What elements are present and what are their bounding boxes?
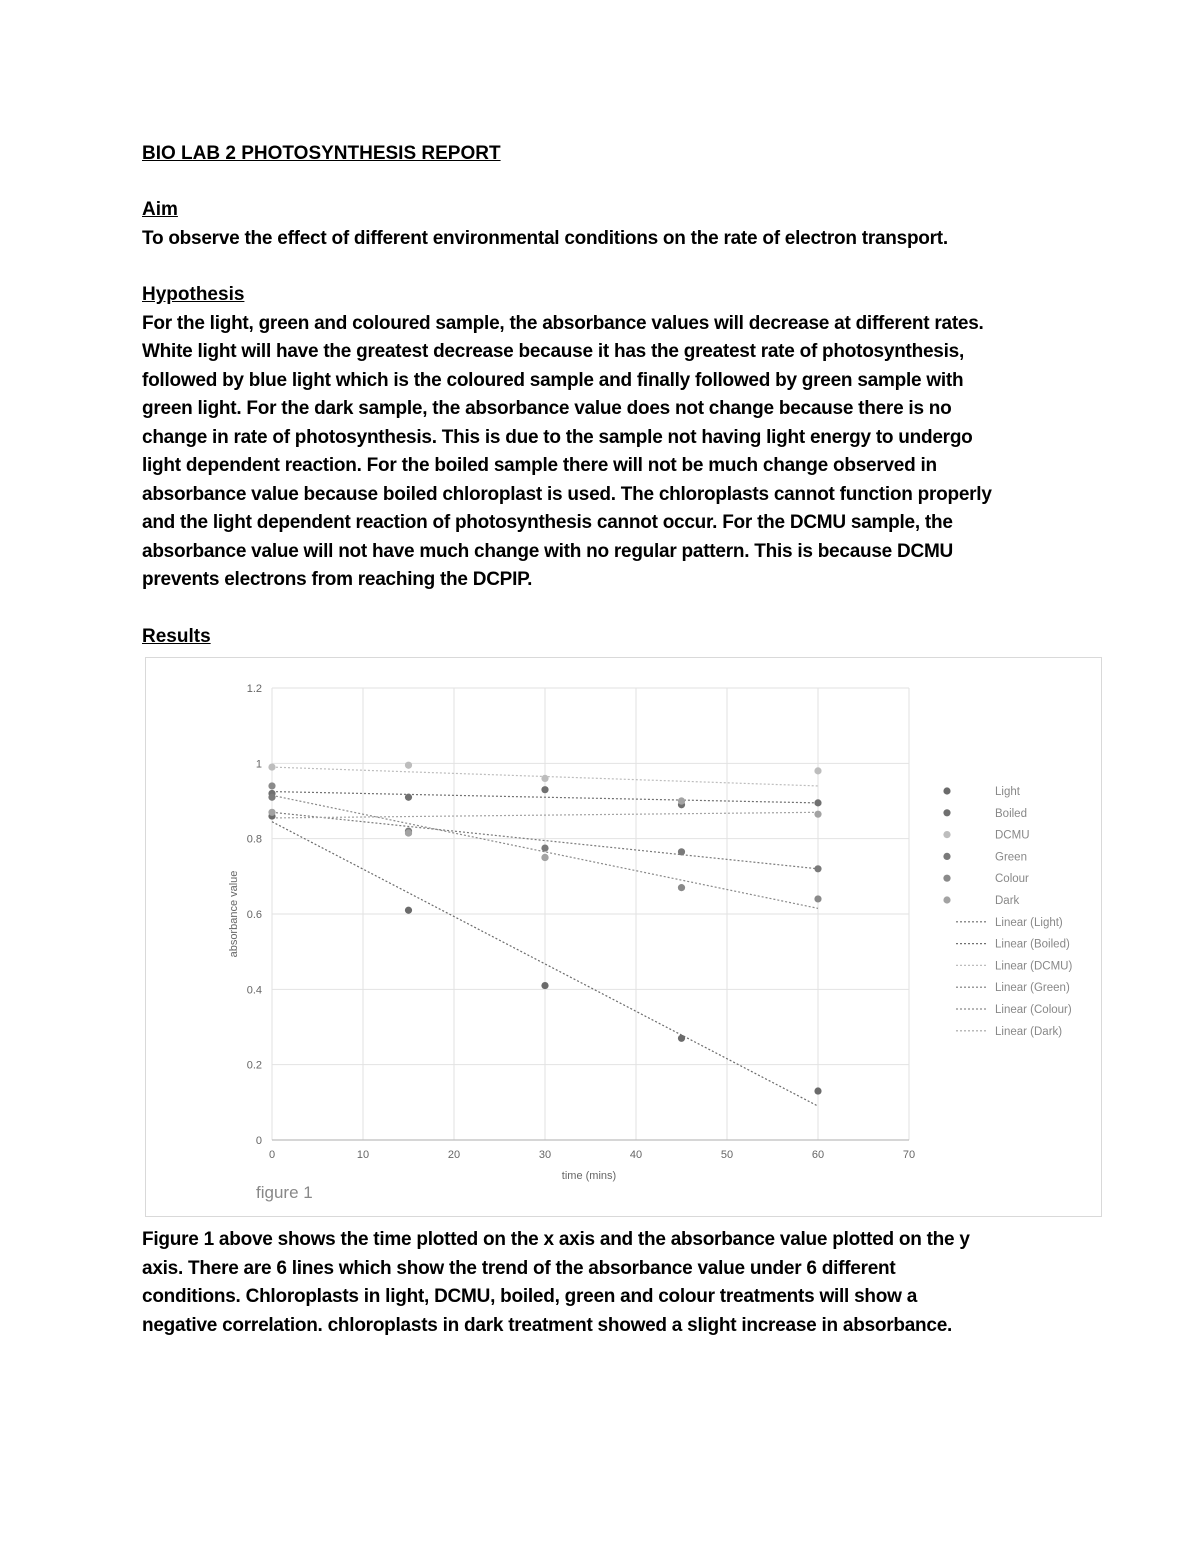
spacer xyxy=(142,253,1102,281)
legend-label: Linear (Colour) xyxy=(995,1004,1072,1016)
data-point xyxy=(268,794,275,801)
legend-label: Dark xyxy=(995,895,1020,907)
legend-label: Linear (Light) xyxy=(995,916,1063,929)
data-point xyxy=(405,907,412,914)
legend-label: Green xyxy=(995,851,1027,864)
x-tick-label: 40 xyxy=(629,1149,643,1161)
data-point xyxy=(541,844,548,851)
legend-label: Colour xyxy=(995,873,1029,886)
hypothesis-line: and the light dependent reaction of photosynthesis cannot occur. For the DCMU sample, the xyxy=(142,512,953,533)
x-tick-label: 50 xyxy=(720,1149,734,1161)
hypothesis-line: absorbance value will not have much change with no regular pattern. This is because DCMU xyxy=(142,540,954,562)
y-tick-label: 0.8 xyxy=(246,833,262,846)
y-axis-label: absorbance value xyxy=(228,870,240,958)
legend-label: Linear (DCMU) xyxy=(995,960,1073,973)
data-point xyxy=(405,762,412,769)
spacer xyxy=(142,595,1102,623)
legend-label: Linear (Boiled) xyxy=(995,938,1070,951)
legend-marker xyxy=(943,896,950,903)
legend-marker xyxy=(943,853,950,860)
x-tick-label: 70 xyxy=(902,1149,916,1161)
hypothesis-line: change in rate of photosynthesis. This is due to the sample not having light energy to undergo xyxy=(142,426,973,448)
data-point xyxy=(814,811,821,818)
hypothesis-line: light dependent reaction. For the boiled sample there will not be much change observed in xyxy=(142,455,937,476)
hypothesis-line: followed by blue light which is the coloured sample and finally followed by green sample with xyxy=(142,369,964,391)
caption-line: Figure 1 above shows the time plotted on the x axis and the absorbance value plotted on the y xyxy=(142,1229,970,1250)
hypothesis-heading: Hypothesis xyxy=(142,284,245,305)
legend-marker xyxy=(943,831,950,838)
legend-marker xyxy=(943,809,950,816)
data-point xyxy=(814,799,821,806)
y-tick-label: 0.4 xyxy=(246,984,262,997)
legend-marker xyxy=(943,875,950,882)
y-tick-label: 0 xyxy=(255,1135,262,1147)
data-point xyxy=(678,797,685,804)
legend-marker xyxy=(943,787,950,794)
spacer xyxy=(142,168,1102,196)
chart-grid xyxy=(272,688,909,1140)
data-point xyxy=(541,775,548,782)
figure-caption xyxy=(142,1226,1102,1340)
caption-line: conditions. Chloroplasts in light, DCMU, boiled, green and colour treatments will show a xyxy=(142,1286,918,1307)
data-point xyxy=(678,884,685,891)
aim-heading: Aim xyxy=(142,199,178,220)
y-tick-label: 0.2 xyxy=(246,1059,262,1072)
data-point xyxy=(814,767,821,774)
hypothesis-line: absorbance value because boiled chloroplast is used. The chloroplasts cannot function properly xyxy=(142,483,992,505)
x-tick-label: 20 xyxy=(447,1149,461,1161)
caption-line: axis. There are 6 lines which show the trend of the absorbance value under 6 different xyxy=(142,1257,896,1279)
chart-svg xyxy=(146,658,1103,1218)
legend-label: Light xyxy=(995,786,1020,798)
data-point xyxy=(268,809,275,816)
hypothesis-paragraph xyxy=(142,310,1102,595)
x-tick-label: 10 xyxy=(356,1149,370,1161)
legend-label: DCMU xyxy=(995,829,1030,842)
data-point xyxy=(814,1087,821,1094)
data-point xyxy=(541,854,548,861)
y-tick-label: 1 xyxy=(255,758,262,771)
hypothesis-line: For the light, green and coloured sample, the absorbance values will decrease at different rates. xyxy=(142,312,984,334)
data-point xyxy=(678,1035,685,1042)
data-point xyxy=(814,865,821,872)
results-heading: Results xyxy=(142,625,211,647)
report-title: BIO LAB 2 PHOTOSYNTHESIS REPORT xyxy=(142,143,501,164)
data-point xyxy=(814,895,821,902)
x-tick-label: 30 xyxy=(538,1149,552,1161)
chart-legend xyxy=(943,786,1072,1038)
data-point xyxy=(541,786,548,793)
data-point xyxy=(405,794,412,801)
caption-line: negative correlation. chloroplasts in dark treatment showed a slight increase in absorbance. xyxy=(142,1314,953,1336)
hypothesis-line: prevents electrons from reaching the DCPIP. xyxy=(142,569,533,590)
data-point xyxy=(405,829,412,836)
hypothesis-line: green light. For the dark sample, the absorbance value does not change because there is no xyxy=(142,398,952,419)
hypothesis-line: White light will have the greatest decrease because it has the greatest rate of photosynthesis, xyxy=(142,341,964,362)
y-tick-label: 1.2 xyxy=(246,683,262,695)
legend-label: Linear (Green) xyxy=(995,982,1070,995)
data-point xyxy=(678,848,685,855)
figure-1-chart xyxy=(145,657,1102,1217)
report-page xyxy=(142,140,1102,651)
legend-label: Linear (Dark) xyxy=(995,1025,1063,1038)
x-axis-label: time (mins) xyxy=(561,1170,617,1182)
figure-label: figure 1 xyxy=(256,1183,313,1202)
data-point xyxy=(268,782,275,789)
y-tick-label: 0.6 xyxy=(246,909,262,921)
x-tick-label: 60 xyxy=(811,1149,825,1161)
x-tick-label: 0 xyxy=(268,1149,276,1161)
data-point xyxy=(541,982,548,989)
data-point xyxy=(268,764,275,771)
aim-text: To observe the effect of different environmental conditions on the rate of electron transport. xyxy=(142,227,948,249)
legend-label: Boiled xyxy=(995,807,1027,820)
